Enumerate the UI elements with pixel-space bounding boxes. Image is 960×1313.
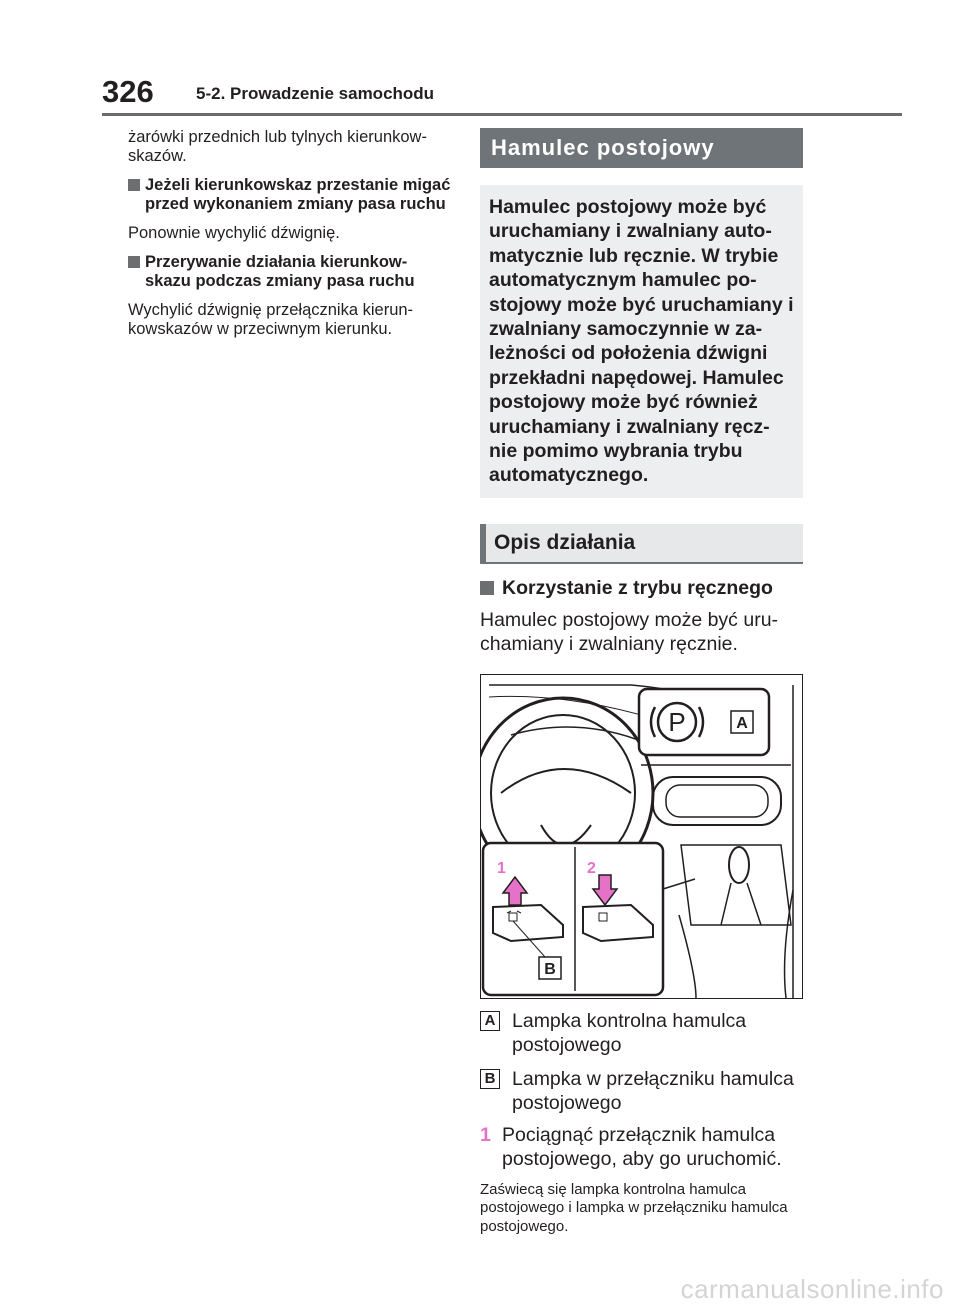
section-heading: Hamulec postojowy	[480, 128, 803, 168]
header-rule	[102, 113, 902, 116]
square-bullet-icon	[480, 581, 494, 595]
subsection-heading	[480, 576, 803, 600]
paragraph: Ponownie wychylić dźwignię.	[128, 224, 340, 242]
heading-bar	[480, 524, 486, 562]
watermark: carmanualsonline.info	[680, 1274, 944, 1304]
legend-key: B	[480, 1069, 500, 1089]
section-heading-2	[480, 524, 803, 564]
step-text: Pociągnąć przełącznik hamulca postojowego, aby go uruchomić.	[502, 1123, 782, 1170]
legend-item-b	[480, 1067, 803, 1115]
instruction-step	[480, 1123, 803, 1171]
paragraph: Hamulec postojowy może być uru-chamiany i zwalniany ręcznie.	[480, 608, 779, 655]
square-bullet-icon	[128, 179, 140, 191]
subsection-title: Jeżeli kierunkowskaz przestanie migać przed wykonaniem zmiany pasa ruchu	[145, 176, 451, 213]
section-title: 5-2. Prowadzenie samochodu	[196, 84, 435, 103]
label-b: B	[544, 960, 556, 978]
left-column	[128, 128, 453, 349]
legend-text: Lampka w przełączniku hamulca postojowego	[512, 1067, 794, 1114]
intro-box: Hamulec postojowy może być uruchamiany i zwalniany auto-matycznie lub ręcznie. W trybie automatycznym hamulec po-stojowy może być uruchamiany i zwalniany samoczynnie w za-leżności od położenia dźwigni przekładni napędowej. Hamulec postojowy może być również uruchamiany i zwalniany ręcz-nie pomimo wybrania trybu automatycznego.	[480, 185, 803, 498]
legend-item-a	[480, 1009, 803, 1057]
subsection-heading	[128, 176, 453, 214]
page-number: 326	[102, 74, 154, 109]
subsection-heading	[128, 253, 453, 291]
intro-text: żarówki przednich lub tylnych kierunkow-skazów.	[128, 128, 427, 165]
note-text: Zaświecą się lampka kontrolna hamulca postojowego i lampka w przełączniku hamulca postojowego.	[480, 1180, 788, 1235]
step-2-marker: 2	[587, 859, 596, 877]
illustration-svg	[481, 675, 802, 998]
parking-indicator-symbol: P	[668, 706, 686, 737]
step-1-marker: 1	[497, 859, 506, 877]
legend-text: Lampka kontrolna hamulca postojowego	[512, 1009, 747, 1056]
section-heading-text: Opis działania	[494, 530, 636, 554]
indicator-callout	[639, 689, 769, 755]
square-bullet-icon	[128, 256, 140, 268]
parking-brake-illustration	[480, 674, 803, 999]
subsection-title: Przerywanie działania kierunkow-skazu podczas zmiany pasa ruchu	[145, 253, 415, 290]
switch-callout	[483, 843, 663, 995]
subsection-title: Korzystanie z trybu ręcznego	[502, 576, 773, 599]
label-a: A	[736, 714, 748, 732]
paragraph: Wychylić dźwignię przełącznika kierun-kowskazów w przeciwnym kierunku.	[128, 301, 414, 338]
step-number: 1	[480, 1123, 491, 1146]
legend-key: A	[480, 1011, 500, 1031]
right-column	[480, 128, 803, 1236]
